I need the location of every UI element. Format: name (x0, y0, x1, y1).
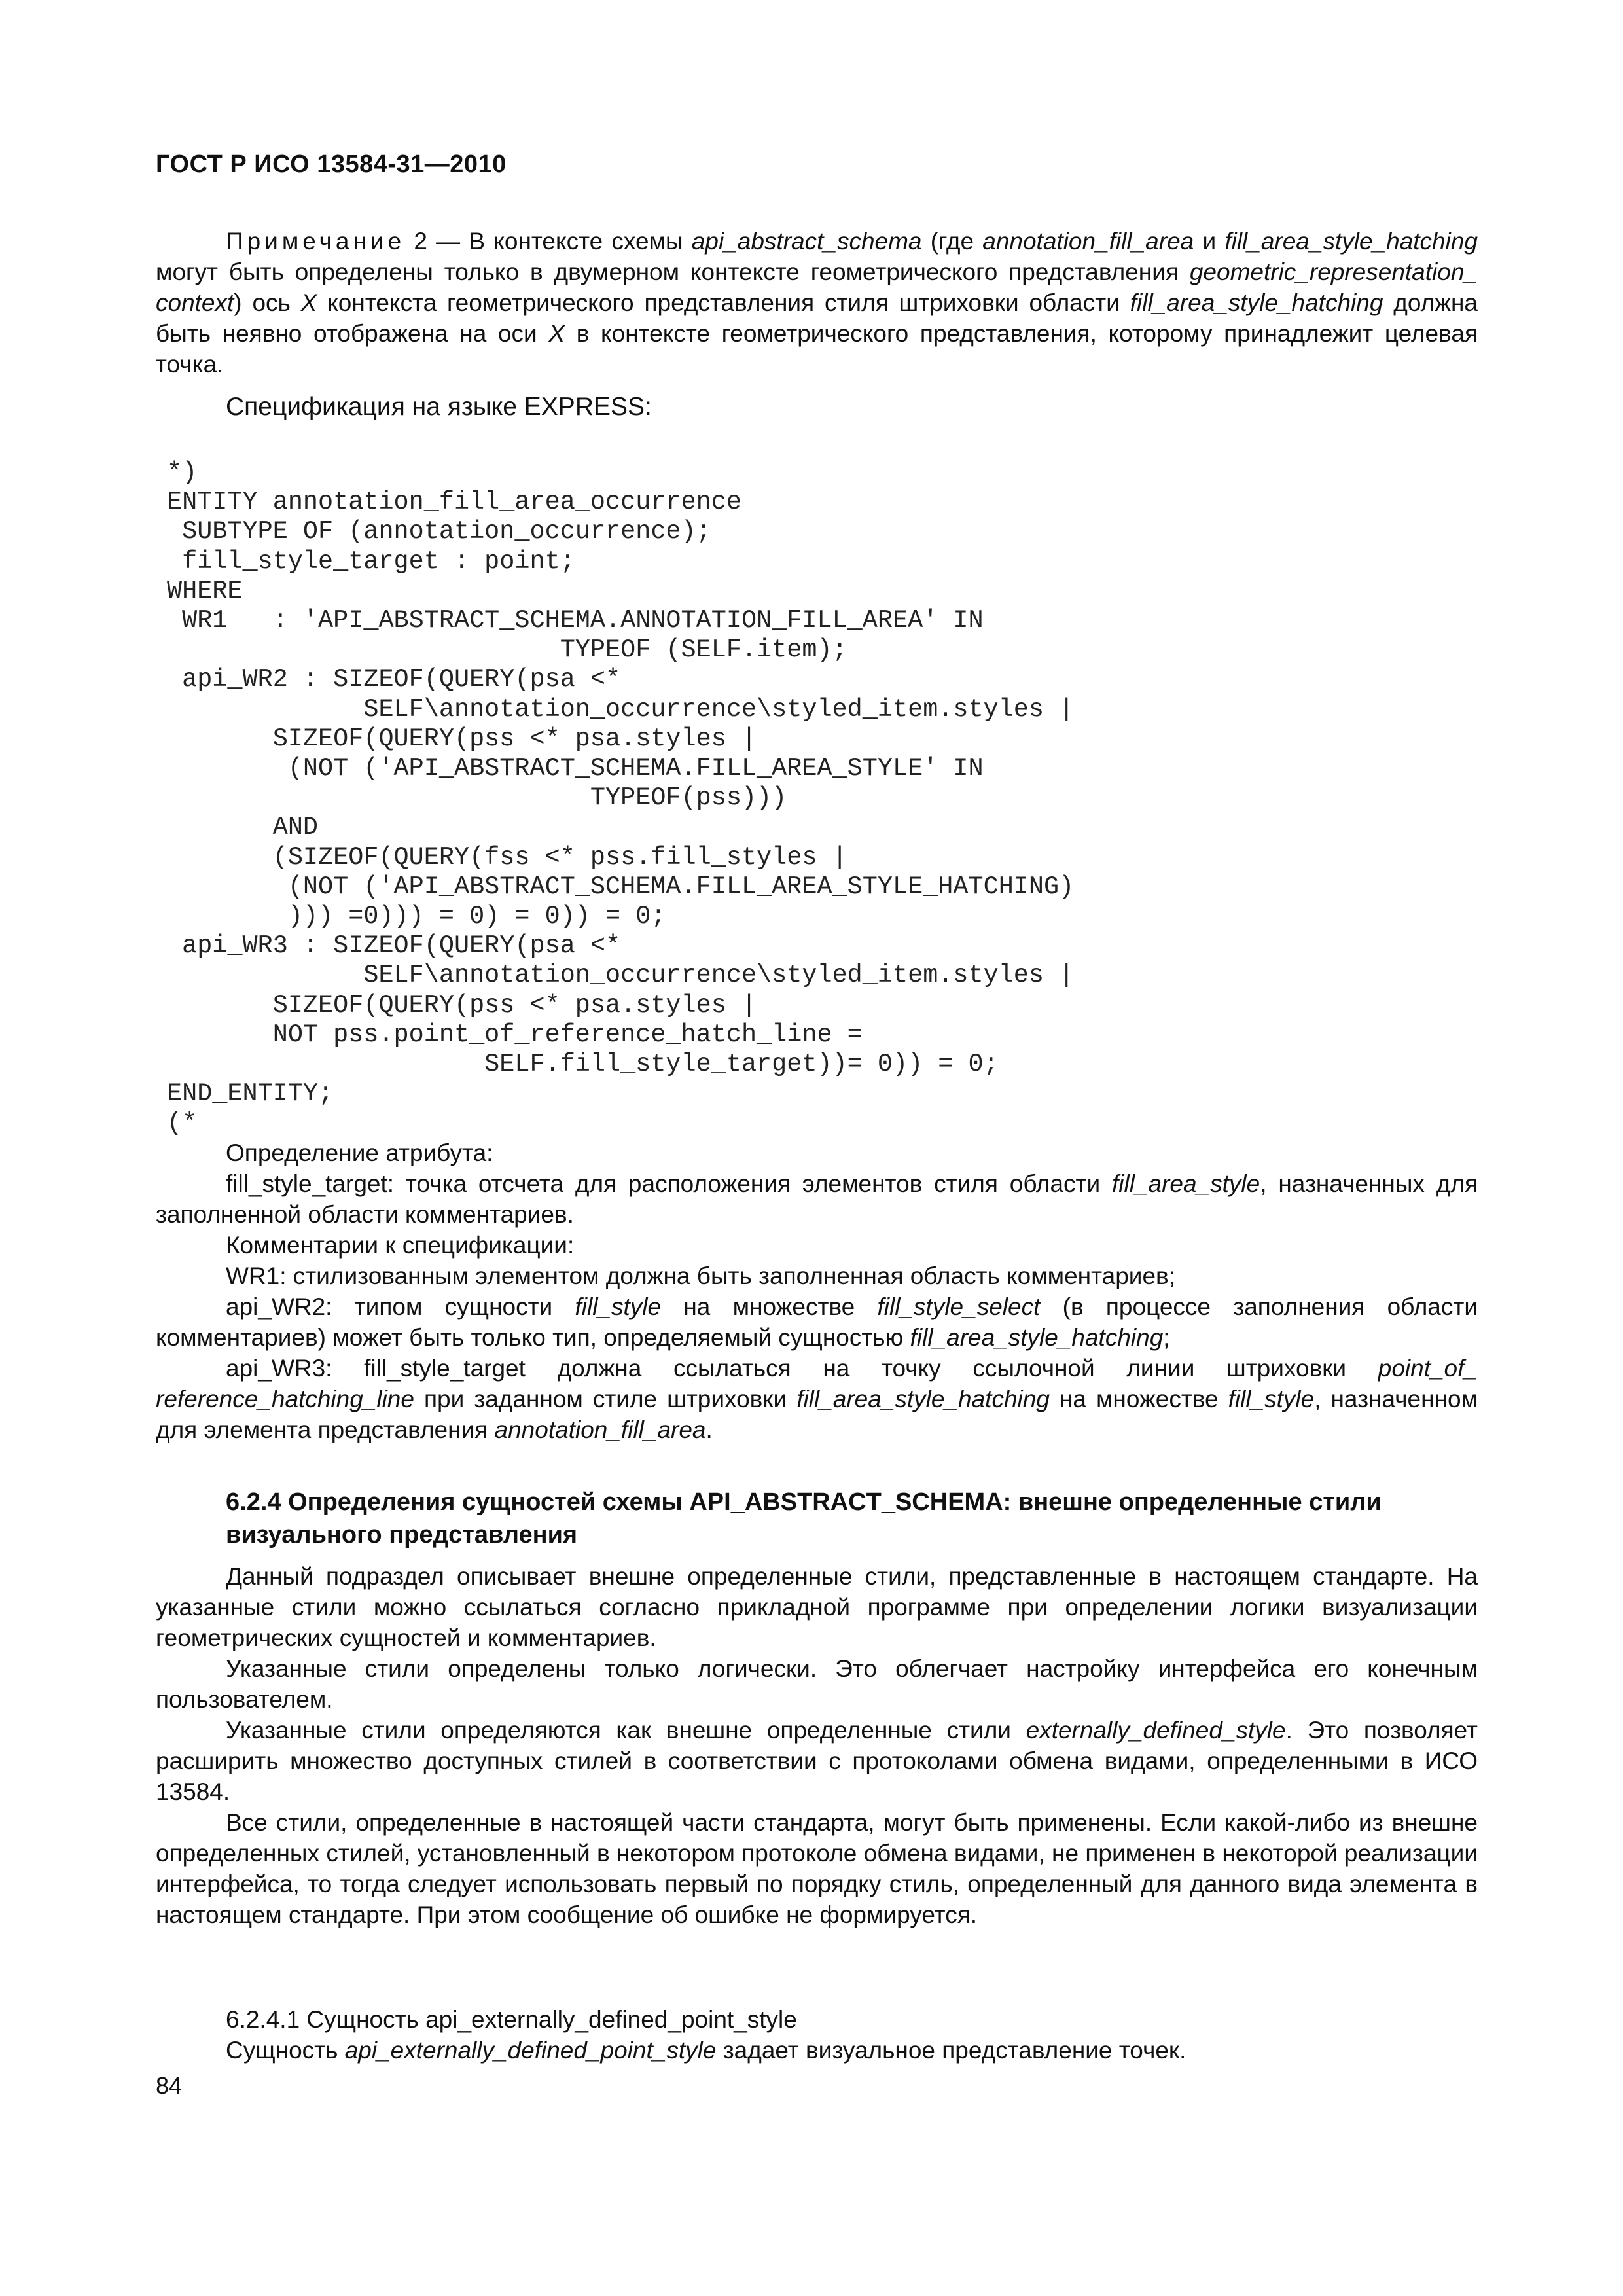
code-line: (SIZEOF(QUERY(fss <* pss.fill_styles | (167, 842, 847, 872)
section-paragraph-1: Данный подраздел описывает внешне определенные стили, представленные в настоящем стандарте. На указанные стили можно ссылаться согласно прикладной программе при определении логики визуализации геометрических сущностей и комментариев. (156, 1563, 1478, 1651)
comment-wr1: WR1: стилизованным элементом должна быть заполненная область комментариев; (226, 1263, 1175, 1289)
attribute-definition-title: Определение атрибута: (226, 1139, 493, 1166)
code-line: WHERE (167, 576, 243, 605)
document-header-title: ГОСТ Р ИСО 13584-31—2010 (156, 151, 507, 178)
subsection (156, 2004, 1478, 2066)
code-line: (NOT ('API_ABSTRACT_SCHEMA.FILL_AREA_STYLE_HATCHING) (167, 872, 1075, 901)
attribute-definition-section (156, 1138, 1478, 1445)
note-paragraph: Примечание 2 — В контексте схемы api_abstract_schema (где annotation_fill_area и fill_area_style_hatching могут быть определены только в двумерном контексте геометрического представления geometric_representation_ context) ось X контекста геометрического представления стиля штриховки области fill_area_style_hatching должна быть неявно отображена на оси X в контексте геометрического представления, которому принадлежит целевая точка. (156, 228, 1478, 378)
section-paragraph-2: Указанные стили определены только логически. Это облегчает настройку интерфейса его конечным пользователем. (156, 1655, 1478, 1713)
code-line: api_WR2 : SIZEOF(QUERY(psa <* (167, 665, 621, 694)
code-line: WR1 : 'API_ABSTRACT_SCHEMA.ANNOTATION_FILL_AREA' IN (167, 606, 984, 636)
code-line: TYPEOF (SELF.item); (167, 636, 847, 665)
comments-title: Комментарии к спецификации: (226, 1232, 575, 1259)
code-line: api_WR3 : SIZEOF(QUERY(psa <* (167, 931, 621, 961)
page-number: 84 (156, 2072, 183, 2099)
code-line: AND (167, 813, 319, 842)
section-body (156, 1561, 1478, 1930)
code-line: ENTITY annotation_fill_area_occurrence (167, 488, 741, 517)
attribute-definition-text: fill_style_target: точка отсчета для расположения элементов стиля области fill_area_style, назначенных для заполненной области комментариев. (156, 1170, 1478, 1228)
express-code-block (167, 458, 1074, 1139)
code-line: (* (167, 1109, 198, 1138)
section-paragraph-4: Все стили, определенные в настоящей части стандарта, могут быть применены. Если какой-либо из внешне определенных стилей, установленный в некотором протоколе обмена видами, не применен в некоторой реализации интерфейса, то тогда следует использовать первый по порядку стиль, определенный для данного вида элемента в настоящем стандарте. При этом сообщение об ошибке не формируется. (156, 1809, 1478, 1928)
code-line: ))) =0))) = 0) = 0)) = 0; (167, 902, 666, 931)
code-line: END_ENTITY; (167, 1079, 334, 1109)
code-line: TYPEOF(pss))) (167, 783, 787, 813)
code-line: fill_style_target : point; (167, 547, 575, 576)
code-line: SIZEOF(QUERY(pss <* psa.styles | (167, 724, 757, 753)
note-number: 2 (414, 228, 427, 255)
express-spec-title: Спецификация на языке EXPRESS: (226, 393, 652, 421)
section-heading: 6.2.4 Определения сущностей схемы API_ABSTRACT_SCHEMA: внешне определенные стили визуального представления (226, 1488, 1382, 1549)
code-line: SELF\annotation_occurrence\styled_item.styles | (167, 694, 1075, 724)
code-line: SELF.fill_style_target))= 0)) = 0; (167, 1050, 999, 1079)
comment-wr2: api_WR2: типом сущности fill_style на множестве fill_style_select (в процессе заполнения области комментариев) может быть только тип, определяемый сущностью fill_area_style_hatching; (156, 1293, 1478, 1351)
code-line: *) (167, 458, 198, 487)
comment-wr3: api_WR3: fill_style_target должна ссылаться на точку ссылочной линии штриховки point_of_ reference_hatching_line при заданном стиле штриховки fill_area_style_hatching на множестве fill_style, назначенном для элемента представления annotation_fill_area. (156, 1355, 1478, 1443)
code-line: NOT pss.point_of_reference_hatch_line = (167, 1020, 863, 1049)
code-line: SUBTYPE OF (annotation_occurrence); (167, 517, 711, 547)
code-line: (NOT ('API_ABSTRACT_SCHEMA.FILL_AREA_STYLE' IN (167, 754, 984, 783)
note-label: Примечание (226, 228, 406, 255)
code-line: SIZEOF(QUERY(pss <* psa.styles | (167, 990, 757, 1020)
code-line: SELF\annotation_occurrence\styled_item.styles | (167, 961, 1075, 990)
subsection-heading: 6.2.4.1 Сущность api_externally_defined_point_style (226, 2006, 797, 2033)
section-paragraph-3: Указанные стили определяются как внешне определенные стили externally_defined_style. Это позволяет расширить множество доступных стилей в соответствии с протоколами обмена видами, определенными в ИСО 13584. (156, 1717, 1478, 1805)
subsection-text: Сущность api_externally_defined_point_style задает визуальное представление точек. (226, 2037, 1186, 2064)
